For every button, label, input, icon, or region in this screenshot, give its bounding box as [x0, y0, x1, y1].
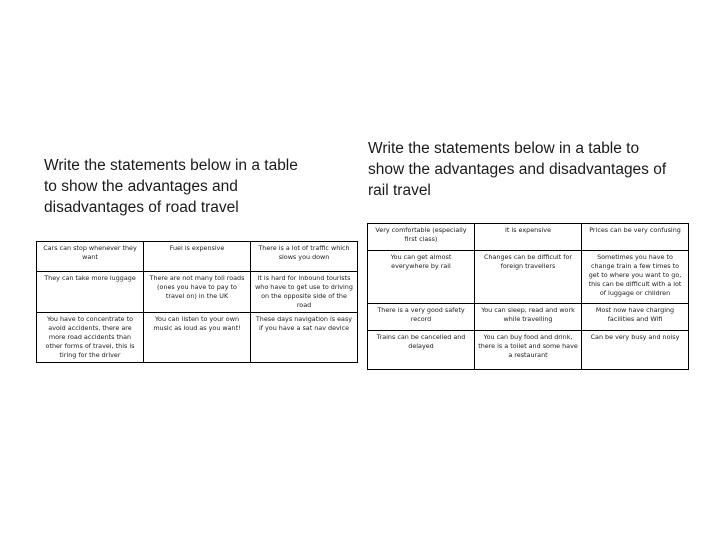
- road-travel-title: Write the statements below in a table to show the advantages and disadvantages of road travel: [44, 157, 298, 216]
- table-row: [368, 304, 689, 331]
- table-cell: Changes can be difficult for foreign travellers: [475, 251, 582, 304]
- table-cell: You have to concentrate to avoid accidents, there are more road accidents than other forms of travel, this is tiring for the driver: [37, 313, 144, 363]
- table-cell: You can sleep, read and work while travelling: [475, 304, 582, 331]
- table-cell: You can get almost everywhere by rail: [368, 251, 475, 304]
- table-cell: There is a lot of traffic which slows you down: [251, 242, 358, 272]
- table-row: [368, 251, 689, 304]
- table-row: [37, 272, 358, 313]
- table-cell: They can take more luggage: [37, 272, 144, 313]
- table-cell: It is hard for inbound tourists who have to get use to driving on the opposite side of the road: [251, 272, 358, 313]
- table-cell: It is expensive: [475, 224, 582, 251]
- table-cell: You can buy food and drink, there is a toilet and some have a restaurant: [475, 331, 582, 370]
- road-travel-table: [36, 241, 358, 363]
- table-row: [37, 313, 358, 363]
- table-cell: There are not many toll roads (ones you have to pay to travel on) in the UK: [144, 272, 251, 313]
- table-cell: Sometimes you have to change train a few times to get to where you want to go, this can be difficult with a lot of luggage or children: [582, 251, 689, 304]
- table-cell: Cars can stop whenever they want: [37, 242, 144, 272]
- table-cell: Can be very busy and noisy: [582, 331, 689, 370]
- table-cell: Very comfortable (especially first class): [368, 224, 475, 251]
- rail-travel-table: [367, 223, 689, 370]
- table-row: [37, 242, 358, 272]
- table-cell: You can listen to your own music as loud as you want!: [144, 313, 251, 363]
- table-cell: Trains can be cancelled and delayed: [368, 331, 475, 370]
- table-cell: These days navigation is easy if you have a sat nav device: [251, 313, 358, 363]
- table-row: [368, 224, 689, 251]
- table-row: [368, 331, 689, 370]
- table-cell: Most now have charging facilities and Wifi: [582, 304, 689, 331]
- rail-travel-title: Write the statements below in a table to show the advantages and disadvantages of rail travel: [368, 140, 667, 199]
- table-cell: Fuel is expensive: [144, 242, 251, 272]
- table-cell: Prices can be very confusing: [582, 224, 689, 251]
- table-cell: There is a very good safety record: [368, 304, 475, 331]
